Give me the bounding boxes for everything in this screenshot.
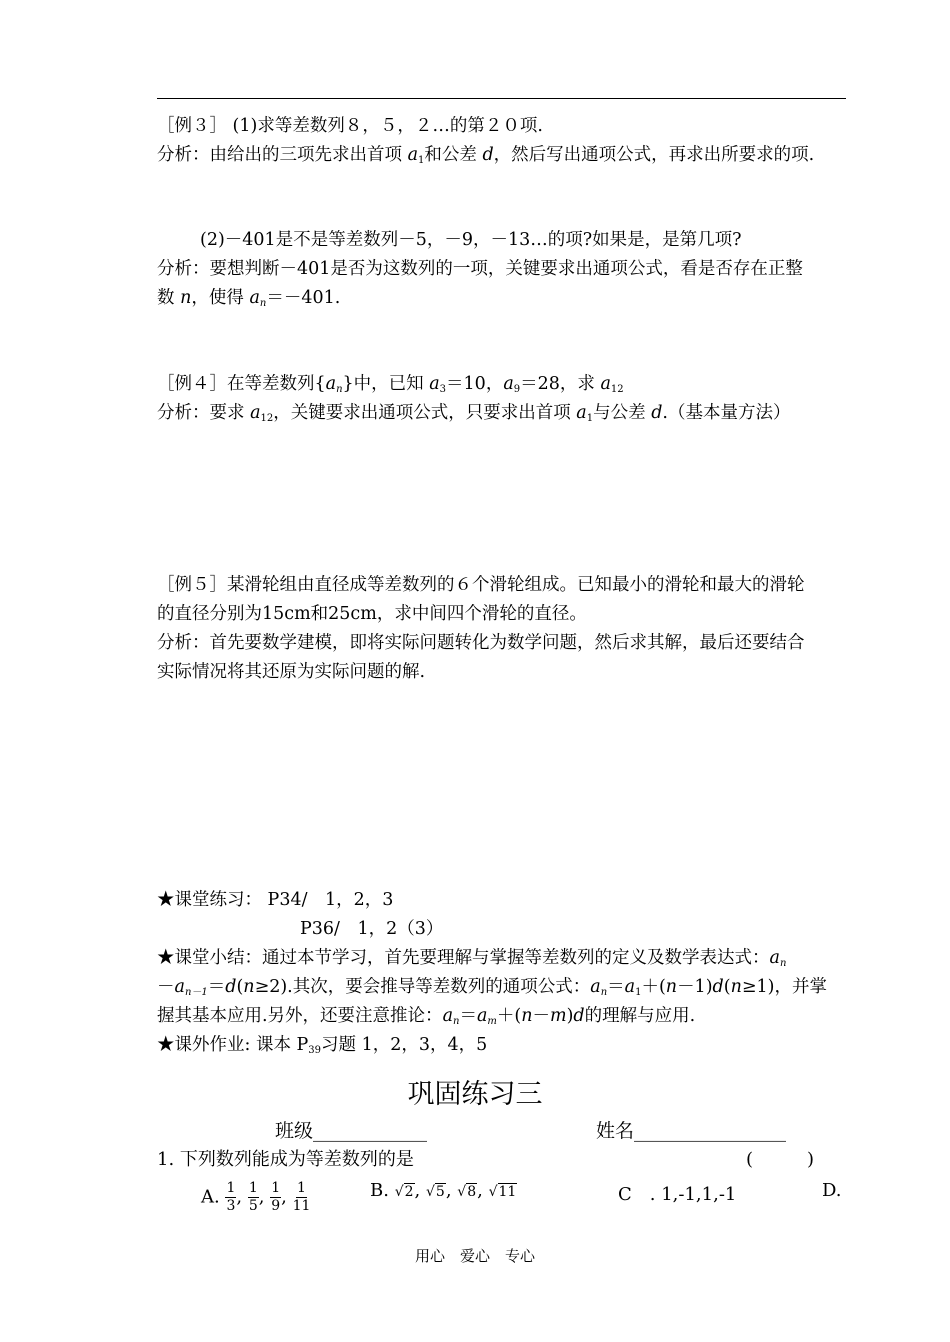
class-summary-line-3: 握其基本应用.另外，还要注意推论：$a_n=a_m+(n-m)d$的理解与应用.	[157, 1006, 696, 1027]
root-3: √8	[457, 1184, 477, 1200]
class-label: 班级____________	[275, 1120, 428, 1142]
example-4-analysis: 分析：要求 $a_{12}$，关键要求出通项公式，只要求出首项 $a_1$与公差 d.（基本量方法）	[157, 403, 791, 424]
class-summary-line-2: $-a_{n-1}=d(n\ge 2)$.其次，要会推导等差数列的通项公式：$a_n=a_1+(n-1)d(n\ge 1)$，并掌	[157, 977, 827, 998]
fraction-2: $\frac{1}{5}$	[248, 1180, 258, 1214]
option-a: A. $\frac{1}{3}$ , $\frac{1}{5}$ , $\frac{1}{9}$ , $\frac{1}{11}$	[201, 1180, 311, 1214]
homework: ★课外作业: 课本 $P_{39}$习题 1，2，3，4，5	[157, 1035, 488, 1056]
root-1: √2	[394, 1184, 414, 1200]
page-footer: 用心 爱心 专心	[414, 1247, 535, 1265]
example-3-question-2: (2)－401是不是等差数列－5，－9，－13…的项?如果是，是第几项?	[200, 230, 742, 250]
example-3-analysis-2-line-1: 分析：要想判断－401是否为这数列的一项，关键要求出通项公式，看是否存在正整	[157, 259, 803, 279]
header-rule	[157, 98, 846, 99]
example-5-line-2: 的直径分别为15cm和25cm，求中间四个滑轮的直径。	[157, 604, 587, 624]
class-summary-line-1: ★课堂小结：通过本节学习，首先要理解与掌握等差数列的定义及数学表达式：$a_n$	[157, 948, 787, 969]
example-5-line-3: 分析：首先要数学建模，即将实际问题转化为数学问题，然后求其解，最后还要结合	[157, 633, 805, 653]
class-practice-line-2: P36/ 1，2（3）	[300, 919, 444, 939]
example-3-analysis-2-line-2: 数 n，使得 $a_n=-401$.	[157, 288, 341, 309]
root-2: √5	[425, 1184, 445, 1200]
class-practice-line-1: ★课堂练习： P34/ 1，2，3	[157, 890, 394, 910]
worksheet-title: 巩固练习三	[407, 1079, 543, 1110]
example-5-line-4: 实际情况将其还原为实际问题的解.	[157, 662, 426, 682]
question-1: 1. 下列数列能成为等差数列的是	[157, 1149, 414, 1170]
fraction-1: $\frac{1}{3}$	[226, 1180, 236, 1214]
option-b: B. √2, √5, √8, √11	[370, 1180, 517, 1201]
example-3-analysis-1: 分析：由给出的三项先求出首项 $a_1$和公差 d，然后写出通项公式，再求出所要求的项.	[157, 145, 815, 166]
example-3-question-1: ［例３］ (1)求等差数列８，５，２…的第２０项.	[157, 116, 543, 136]
answer-bracket: ( )	[746, 1149, 815, 1170]
name-label: 姓名________________	[596, 1120, 787, 1142]
fraction-3: $\frac{1}{9}$	[271, 1180, 281, 1214]
example-4-question: ［例４］在等差数列$\{a_n\}$中，已知 $a_3=10$，$a_9=28$，求 $a_{12}$	[157, 374, 624, 395]
option-c: C . 1,-1,1,-1	[618, 1184, 737, 1205]
example-5-line-1: ［例５］某滑轮组由直径成等差数列的６个滑轮组成。已知最小的滑轮和最大的滑轮	[157, 575, 805, 595]
option-d: D.	[822, 1180, 842, 1201]
fraction-4: $\frac{1}{11}$	[292, 1180, 311, 1214]
root-4: √11	[488, 1184, 517, 1200]
